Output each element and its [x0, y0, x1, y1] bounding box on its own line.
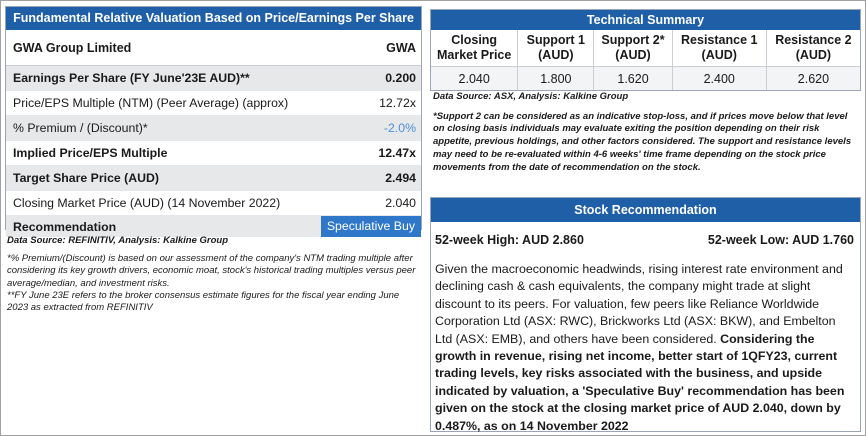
value-resistance-2: 2.620 — [766, 67, 860, 91]
recommendation-body — [431, 261, 860, 435]
technical-table — [431, 30, 860, 90]
row-label: % Premium / (Discount)* — [13, 121, 148, 135]
stock-recommendation-title: Stock Recommendation — [431, 198, 860, 222]
company-row — [6, 30, 421, 66]
valuation-row-target-price — [6, 166, 421, 191]
header-support-2: Support 2* (AUD) — [594, 30, 672, 67]
valuation-row-implied-multiple — [6, 141, 421, 166]
value-resistance-1: 2.400 — [672, 67, 766, 91]
technical-source: Data Source: ASX, Analysis: Kalkine Group — [433, 91, 629, 102]
value-closing-price: 2.040 — [431, 67, 518, 91]
row-label: Closing Market Price (AUD) (14 November 2022) — [13, 196, 281, 210]
52-week-low: 52-week Low: AUD 1.760 — [707, 233, 854, 247]
row-value: 2.040 — [385, 196, 416, 210]
valuation-row-eps — [6, 66, 421, 91]
row-value: -2.0% — [383, 121, 416, 135]
header-resistance-2: Resistance 2 (AUD) — [766, 30, 860, 67]
valuation-note-premium: *% Premium/(Discount) is based on our assessment of the company's NTM trading multiple after considering its key growth drivers, economic moat, stock's historical trading multiples versus peer average/median, and investment risks. — [7, 253, 416, 289]
row-value: 2.494 — [385, 171, 416, 185]
valuation-notes — [7, 235, 417, 314]
technical-title: Technical Summary — [431, 10, 860, 30]
recommendation-row — [6, 216, 421, 237]
technical-support-note: *Support 2 can be considered as an indicative stop-loss, and if prices move below that level on closing basis individuals may evaluate exiting the position depending on their risk appetite, previous holdings, and other factors considered. The support and resistance levels may need to be re-evaluated within 4-6 weeks' time frame depending on the stock price movements from the date of recommendation on the stock. — [433, 110, 852, 173]
row-label: Price/EPS Multiple (NTM) (Peer Average) (approx) — [13, 96, 289, 110]
row-value: 12.47x — [378, 146, 416, 160]
technical-notes — [433, 91, 858, 174]
row-label: Implied Price/EPS Multiple — [13, 146, 168, 160]
row-value: 12.72x — [379, 96, 416, 110]
valuation-panel — [5, 6, 422, 234]
technical-header-row — [431, 30, 860, 67]
value-support-1: 1.800 — [518, 67, 594, 91]
recommendation-text-bold: Considering the growth in revenue, rising net income, better start of 1QFY23, current trading levels, key risks associated with the business, and upside indicated by valuation, a 'Speculative Buy' recommendation has been given on the stock at the closing market price of AUD 2.040, down by 0.487%, as on 14 November 2022 — [435, 331, 845, 433]
valuation-source: Data Source: REFINITIV, Analysis: Kalkine Group — [7, 235, 229, 246]
header-resistance-1: Resistance 1 (AUD) — [672, 30, 766, 67]
recommendation-label: Recommendation — [13, 219, 117, 234]
52-week-high: 52-week High: AUD 2.860 — [435, 233, 584, 247]
recommendation-text-plain: Given the macroeconomic headwinds, rising interest rate environment and declining cash & cash equivalents, the company might trade at slight discount to its peers. For valuation, few peers like Reliance Worldwide Corporation Ltd (ASX: RWC), Brickworks Ltd (ASX: BKW), and Embelton Ltd (ASX: EMB), and others have been considered. — [435, 262, 843, 346]
stock-recommendation-panel — [430, 197, 861, 432]
row-label: Earnings Per Share (FY June'23E AUD)** — [13, 71, 250, 85]
technical-summary-panel — [430, 9, 861, 91]
company-name: GWA Group Limited — [13, 40, 132, 55]
value-support-2: 1.620 — [594, 67, 672, 91]
recommendation-badge: Speculative Buy — [321, 216, 421, 237]
valuation-row-peer-multiple — [6, 91, 421, 116]
valuation-row-closing-price — [6, 191, 421, 216]
row-label: Target Share Price (AUD) — [13, 171, 160, 185]
valuation-title: Fundamental Relative Valuation Based on Price/Earnings Per Share — [6, 7, 421, 30]
52-week-range — [431, 233, 860, 247]
valuation-note-fy: **FY June 23E refers to the broker consensus estimate figures for the fiscal year ending June 2023 as extracted from REFINITIV — [7, 289, 400, 314]
header-closing-price: Closing Market Price — [431, 30, 518, 67]
row-value: 0.200 — [385, 71, 416, 85]
company-ticker: GWA — [386, 40, 416, 55]
technical-value-row — [431, 67, 860, 91]
valuation-row-premium — [6, 116, 421, 141]
header-support-1: Support 1 (AUD) — [518, 30, 594, 67]
